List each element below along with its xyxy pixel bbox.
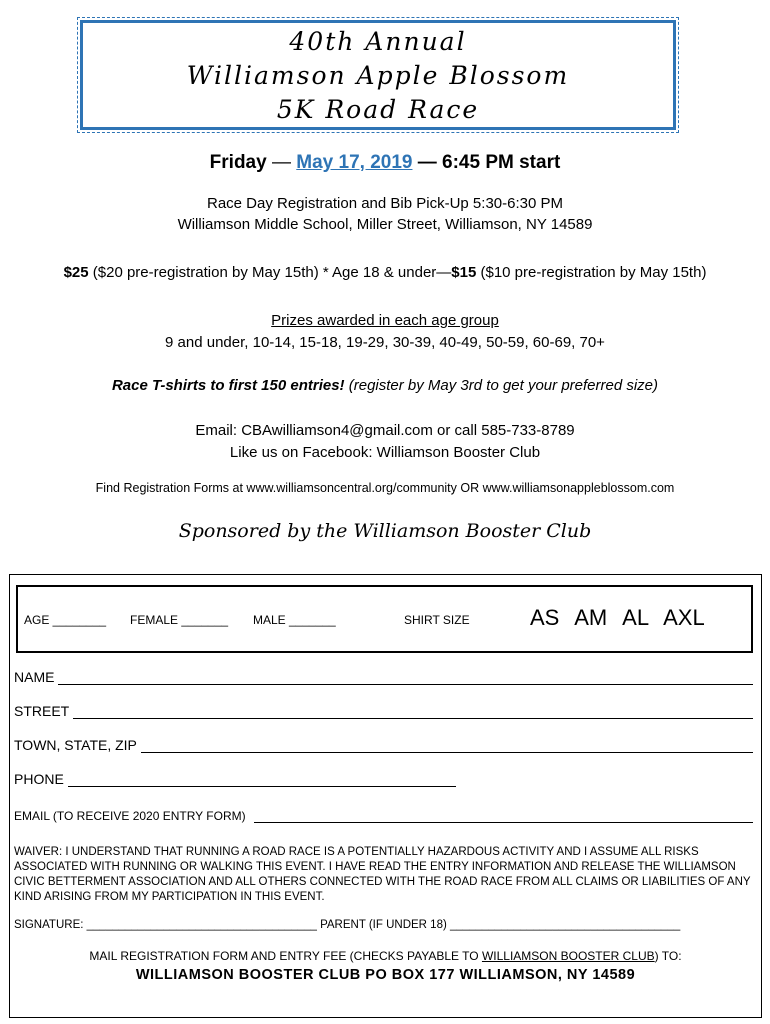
banner-line-1: 40th Annual (289, 27, 467, 56)
waiver-text: WAIVER: I UNDERSTAND THAT RUNNING A ROAD RACE IS A POTENTIALLY HAZARDOUS ACTIVITY AND I ASSUME ALL RISKS ASSOCIATED WITH RUNNING OR WALKING THIS EVENT. I HAVE READ THE ENTRY INFORMATION AND RELEASE THE WILLIAMSON CIVIC BETTERMENT ASSOCIATION AND ALL OTHERS CONNECTED WITH THE ROAD RACE FROM ALL CLAIMS OR LIABILITIES OF ANY KIND ARISING FROM MY PARTICIPATION IN THIS EVENT. (14, 846, 751, 903)
prizes-heading: Prizes awarded in each age group (271, 312, 499, 329)
registration-form (9, 574, 762, 1018)
youth-price: $15 (451, 264, 477, 281)
contact-facebook: Like us on Facebook: Williamson Booster Club (229, 444, 541, 461)
mail-prefix: MAIL REGISTRATION FORM AND ENTRY FEE (CHECKS PAYABLE TO (89, 949, 482, 963)
event-day: Friday (209, 152, 267, 173)
phone-label: PHONE (14, 771, 64, 787)
adult-price: $25 (63, 264, 89, 281)
contact-email: Email: CBAwilliamson4@gmail.com or call 585-733-8789 (195, 422, 575, 439)
banner-line-3: 5K Road Race (276, 95, 480, 124)
name-row (14, 669, 753, 685)
shirt-size-label: SHIRT SIZE (404, 613, 470, 627)
shirts-offer: Race T-shirts to first 150 entries! (111, 377, 345, 394)
street-label: STREET (14, 703, 70, 719)
town-label: TOWN, STATE, ZIP (14, 737, 137, 753)
shirts-note: (register by May 3rd to get your preferred size) (344, 377, 659, 394)
name-input-line[interactable] (58, 672, 753, 685)
time-separator: — (412, 152, 443, 173)
town-row (14, 737, 753, 753)
age-field[interactable]: AGE ________ (24, 613, 107, 627)
phone-input-line[interactable] (68, 774, 456, 787)
event-date-link[interactable]: May 17, 2019 (296, 152, 413, 173)
phone-row (14, 771, 456, 787)
female-field[interactable]: FEMALE _______ (130, 613, 229, 627)
email-label: EMAIL (TO RECEIVE 2020 ENTRY FORM) (14, 809, 246, 823)
banner-line-2: Williamson Apple Blossom (186, 61, 570, 90)
sponsor-line: Sponsored by the Williamson Booster Club (178, 520, 592, 542)
mail-payee: WILLIAMSON BOOSTER CLUB (481, 949, 655, 963)
forms-line: Find Registration Forms at www.williamsoncentral.org/community OR www.williamsonappleblossom.com (95, 481, 675, 495)
signature-row[interactable]: SIGNATURE: ____________________________________ PARENT (IF UNDER 18) ____________________________________ (14, 919, 681, 931)
street-input-line[interactable] (73, 706, 753, 719)
registration-time: Race Day Registration and Bib Pick-Up 5:30-6:30 PM (206, 195, 563, 212)
date-separator: — (266, 152, 297, 173)
name-label: NAME (14, 669, 55, 685)
street-row (14, 703, 753, 719)
email-input-line[interactable] (254, 810, 753, 823)
email-row (14, 809, 753, 823)
adult-note: ($20 pre-registration by May 15th) * Age 18 & under— (88, 264, 452, 281)
personal-info-box (16, 585, 753, 653)
prizes-age-groups: 9 and under, 10-14, 15-18, 19-29, 30-39, 40-49, 50-59, 60-69, 70+ (165, 334, 605, 351)
male-field[interactable]: MALE _______ (253, 613, 336, 627)
title-banner (80, 20, 676, 130)
town-input-line[interactable] (141, 740, 753, 753)
event-time: 6:45 PM start (442, 152, 561, 173)
registration-location: Williamson Middle School, Miller Street, Williamson, NY 14589 (177, 216, 593, 233)
shirt-size-options[interactable]: AS AM AL AXL (530, 605, 705, 630)
mail-suffix: ) TO: (654, 949, 682, 963)
event-date-line (0, 152, 770, 174)
mail-instructions (10, 949, 761, 963)
fees-line (0, 264, 770, 281)
youth-note: ($10 pre-registration by May 15th) (476, 264, 707, 281)
shirts-line (0, 377, 770, 394)
mailing-address: WILLIAMSON BOOSTER CLUB PO BOX 177 WILLIAMSON, NY 14589 (135, 967, 636, 983)
